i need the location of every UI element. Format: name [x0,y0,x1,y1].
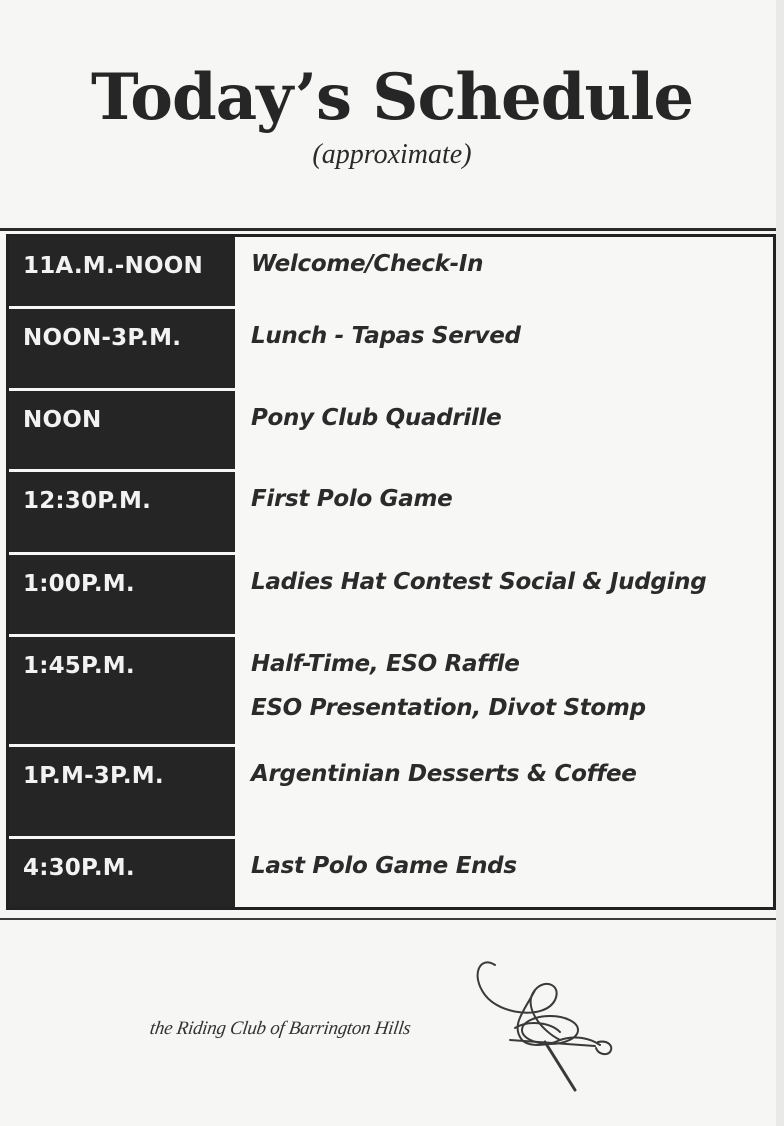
time-cell: NOON [9,391,235,472]
event-text: ESO Presentation, Divot Stomp [251,695,646,721]
event-cell [235,472,773,555]
schedule-row [9,309,773,391]
event-text: Half-Time, ESO Raffle [251,651,520,677]
event-cell [235,391,773,472]
page-subtitle: (approximate) [312,138,472,170]
schedule-row [9,637,773,747]
schedule-row [9,237,773,309]
event-cell [235,637,773,747]
event-cell [235,309,773,391]
time-cell: 1P.M-3P.M. [9,747,235,839]
page-edge [776,0,784,1126]
schedule-table [6,234,776,910]
event-cell [235,237,773,309]
top-divider [0,228,776,231]
header [0,60,784,171]
schedule-row [9,391,773,472]
schedule-row [9,472,773,555]
event-text: Welcome/Check-In [251,251,484,277]
club-logo [150,950,640,1100]
time-cell: NOON-3P.M. [9,309,235,391]
schedule-row [9,555,773,637]
schedule-row [9,747,773,839]
event-text: Last Polo Game Ends [251,853,517,879]
club-name: the Riding Club of Barrington Hills [148,1018,412,1039]
event-cell [235,747,773,839]
event-text: Pony Club Quadrille [251,405,502,431]
event-text: First Polo Game [251,486,453,512]
event-cell [235,555,773,637]
time-cell: 4:30P.M. [9,839,235,907]
event-cell [235,839,773,907]
event-text: Lunch - Tapas Served [251,323,521,349]
time-cell: 12:30P.M. [9,472,235,555]
page-title: Today’s Schedule [90,60,694,135]
bottom-divider [0,918,776,920]
time-cell: 11A.M.-NOON [9,237,235,309]
schedule-row [9,839,773,907]
time-cell: 1:45P.M. [9,637,235,747]
polo-mallet-logo-icon [150,950,640,1100]
event-text: Ladies Hat Contest Social & Judging [251,569,707,595]
event-text: Argentinian Desserts & Coffee [251,761,637,787]
time-cell: 1:00P.M. [9,555,235,637]
